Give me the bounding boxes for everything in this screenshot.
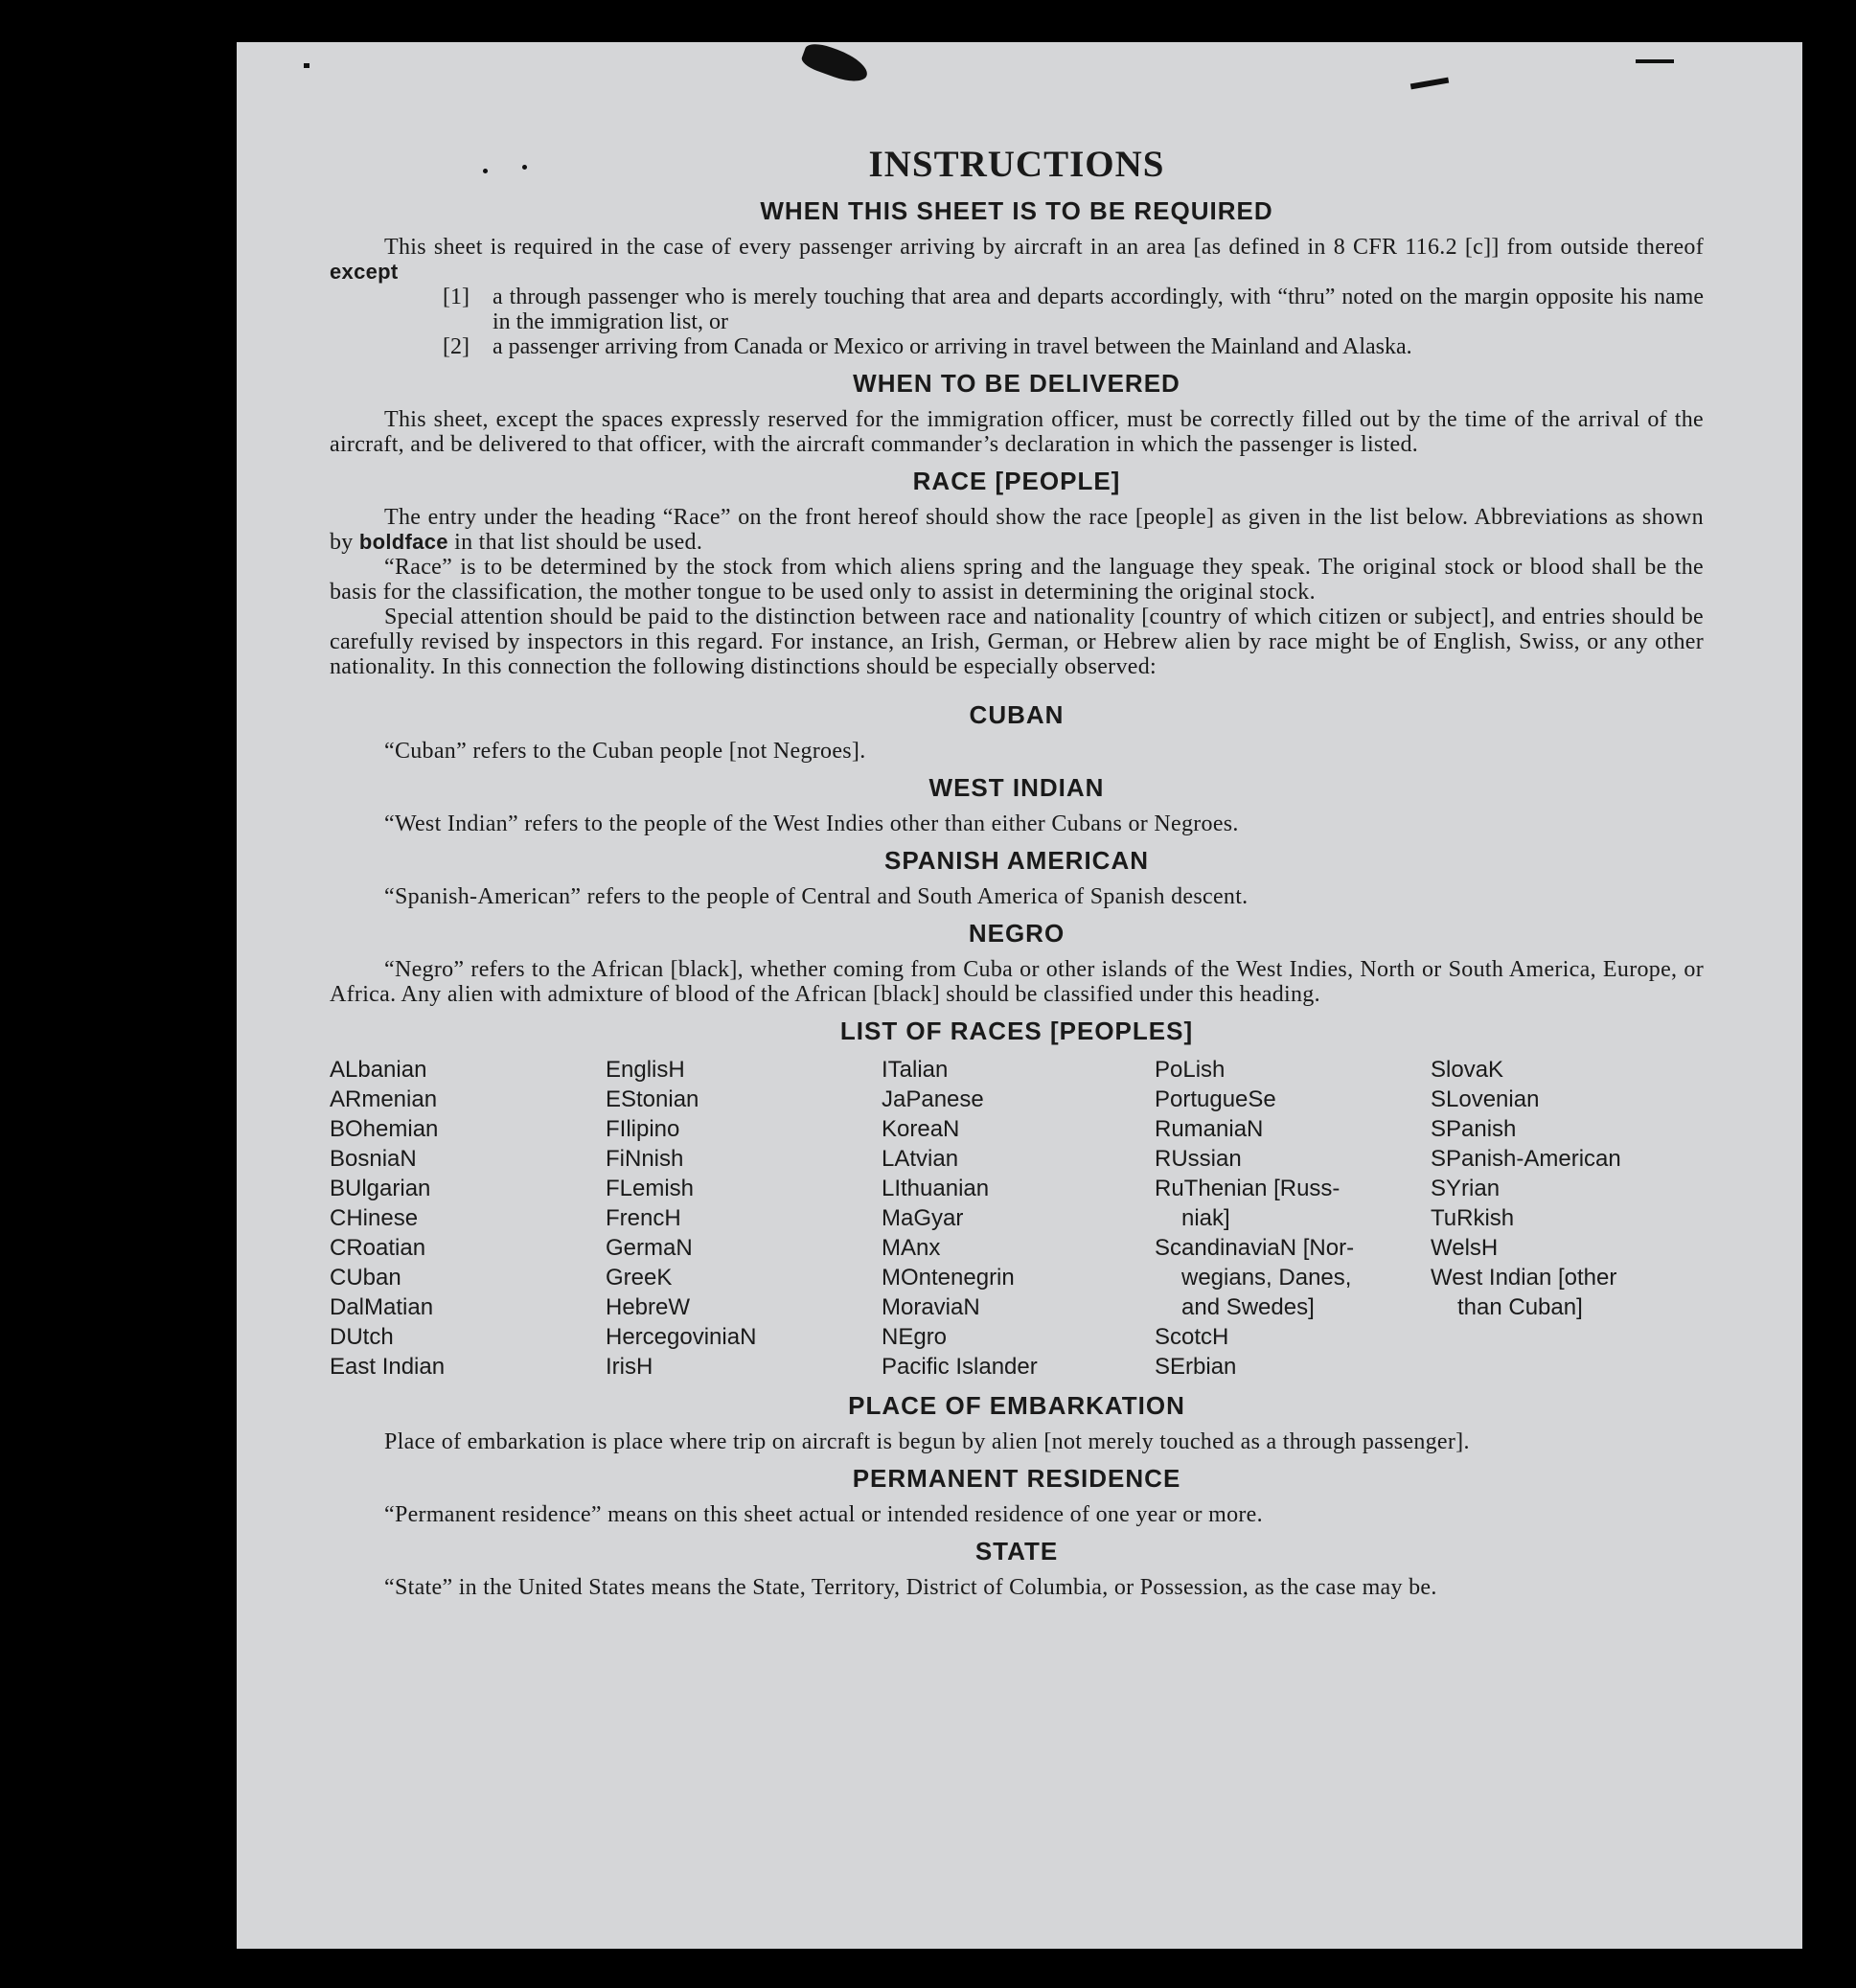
list-item: GermaN [606, 1235, 693, 1261]
section-text-cuban: “Cuban” refers to the Cuban people [not Negroes]. [384, 739, 866, 764]
list-item: MaGyar [882, 1205, 964, 1231]
races-column-1 [330, 1055, 606, 1382]
section-heading-race: RACE [PEOPLE] [912, 467, 1121, 495]
list-item: ITalian [882, 1057, 949, 1083]
scan-mark [799, 42, 871, 87]
races-list [330, 1055, 1704, 1382]
races-column-2 [606, 1055, 882, 1382]
section-heading-permanent-residence: PERMANENT RESIDENCE [852, 1464, 1181, 1493]
list-item: WelsH [1431, 1235, 1499, 1261]
list-item: East Indian [330, 1354, 446, 1380]
list-item: TuRkish [1431, 1205, 1515, 1231]
section-heading-spanish-american: SPANISH AMERICAN [883, 846, 1149, 875]
list-item: BOhemian [330, 1116, 439, 1142]
section-heading-negro: NEGRO [968, 919, 1065, 948]
section-text-place-of-embarkation: Place of embarkation is place where trip on aircraft is begun by alien [not merely touched as a through passenger]. [384, 1429, 1470, 1454]
list-item: wegians, Danes, [1181, 1265, 1352, 1291]
list-item: FrencH [606, 1205, 681, 1231]
races-column-3 [882, 1055, 1155, 1382]
races-column-5 [1431, 1055, 1704, 1382]
section-text-west-indian: “West Indian” refers to the people of the West Indies other than either Cubans or Negroes. [384, 811, 1239, 836]
list-item: EnglisH [606, 1057, 685, 1083]
list-item: HercegoviniaN [606, 1324, 757, 1350]
race-paragraph-1: The entry under the heading “Race” on the front hereof should show the race [people] as given in the list below. Abbreviations as shown by boldface in that list should be used. [330, 505, 1704, 555]
list-item: SlovaK [1431, 1057, 1504, 1083]
list-item: Pacific Islander [882, 1354, 1038, 1380]
list-item: niak] [1181, 1205, 1230, 1231]
section-text-negro: “Negro” refers to the African [black], whether coming from Cuba or other islands of the West Indies, North or South America, Europe, or Africa. Any alien with admixture of blood of the African [black] should be classified under this heading. [330, 957, 1704, 1007]
list-item: SErbian [1155, 1354, 1237, 1380]
section-text-when-delivered: This sheet, except the spaces expressly reserved for the immigration officer, must be correctly filled out by the time of the arrival of the aircraft, and be delivered to that officer, with the aircraft commander’s declaration in which the passenger is listed. [330, 407, 1704, 457]
scan-mark [1410, 78, 1449, 90]
races-column-4 [1155, 1055, 1431, 1382]
list-item: FiNnish [606, 1146, 684, 1172]
list-item: RumaniaN [1155, 1116, 1264, 1142]
scan-mark [1636, 59, 1674, 63]
list-item: FLemish [606, 1176, 695, 1201]
section-heading-when-required: WHEN THIS SHEET IS TO BE REQUIRED [760, 196, 1273, 225]
list-item: SPanish [1431, 1116, 1517, 1142]
list-item: LIthuanian [882, 1176, 990, 1201]
race-paragraph-3: Special attention should be paid to the distinction between race and nationality [country of which citizen or subject], and entries should be carefully revised by inspectors in this regard. For instance, an Irish, German, or Hebrew alien by race might be of English, Swiss, or any other nationality. In this connection the following distinctions should be especially observed: [330, 605, 1704, 679]
section-text-state: “State” in the United States means the State, Territory, District of Columbia, or Possession, as the case may be. [384, 1575, 1437, 1600]
list-item: ALbanian [330, 1057, 427, 1083]
list-item: EStonian [606, 1086, 699, 1112]
list-item: LAtvian [882, 1146, 959, 1172]
list-item: ScandinaviaN [Nor- [1155, 1235, 1355, 1261]
list-item: PoLish [1155, 1057, 1226, 1083]
section-heading-place-of-embarkation: PLACE OF EMBARKATION [848, 1391, 1185, 1420]
list-item: ScotcH [1155, 1324, 1229, 1350]
section-heading-west-indian: WEST INDIAN [928, 773, 1105, 802]
list-item: BosniaN [330, 1146, 417, 1172]
section-text-when-required: This sheet is required in the case of every passenger arriving by aircraft in an area [as defined in 8 CFR 116.2 [c]] from outside thereof except [330, 235, 1704, 284]
exception-item-2: [2] a passenger arriving from Canada or Mexico or arriving in travel between the Mainland and Alaska. [443, 334, 1412, 359]
list-item: West Indian [other [1431, 1265, 1617, 1291]
list-item: SYrian [1431, 1176, 1501, 1201]
list-item: ARmenian [330, 1086, 438, 1112]
section-heading-when-delivered: WHEN TO BE DELIVERED [853, 369, 1180, 398]
list-item: KoreaN [882, 1116, 960, 1142]
list-item: JaPanese [882, 1086, 984, 1112]
list-item: HebreW [606, 1294, 691, 1320]
list-item: SLovenian [1431, 1086, 1540, 1112]
list-item: IrisH [606, 1354, 653, 1380]
list-item: MAnx [882, 1235, 941, 1261]
scan-mark [304, 63, 309, 68]
list-item: than Cuban] [1457, 1294, 1583, 1320]
list-item: GreeK [606, 1265, 673, 1291]
instructions-content [330, 143, 1704, 1600]
exception-item-1: [1] a through passenger who is merely touching that area and departs accordingly, with “thru” noted on the margin opposite his name in the immigration list, or [443, 285, 1704, 334]
section-heading-list-of-races: LIST OF RACES [PEOPLES] [839, 1017, 1194, 1045]
section-heading-cuban: CUBAN [969, 700, 1065, 729]
document-page [237, 42, 1802, 1949]
section-text-spanish-american: “Spanish-American” refers to the people of Central and South America of Spanish descent. [384, 884, 1249, 909]
list-item: MOntenegrin [882, 1265, 1015, 1291]
list-item: PortugueSe [1155, 1086, 1276, 1112]
list-item: CRoatian [330, 1235, 426, 1261]
section-heading-state: STATE [974, 1537, 1059, 1565]
list-item: RUssian [1155, 1146, 1242, 1172]
section-text-permanent-residence: “Permanent residence” means on this sheet actual or intended residence of one year or more. [384, 1502, 1263, 1527]
list-item: DalMatian [330, 1294, 434, 1320]
list-item: RuThenian [Russ- [1155, 1176, 1340, 1201]
list-item: SPanish-American [1431, 1146, 1621, 1172]
list-item: CHinese [330, 1205, 419, 1231]
list-item: CUban [330, 1265, 401, 1291]
page-title: INSTRUCTIONS [868, 144, 1165, 185]
list-item: FIlipino [606, 1116, 680, 1142]
list-item: DUtch [330, 1324, 394, 1350]
list-item: BUlgarian [330, 1176, 431, 1201]
list-item: MoraviaN [882, 1294, 980, 1320]
race-paragraph-2: “Race” is to be determined by the stock from which aliens spring and the language they speak. The original stock or blood shall be the basis for the classification, the mother tongue to be used only to assist in determining the original stock. [330, 555, 1704, 605]
list-item: and Swedes] [1181, 1294, 1315, 1320]
list-item: NEgro [882, 1324, 948, 1350]
